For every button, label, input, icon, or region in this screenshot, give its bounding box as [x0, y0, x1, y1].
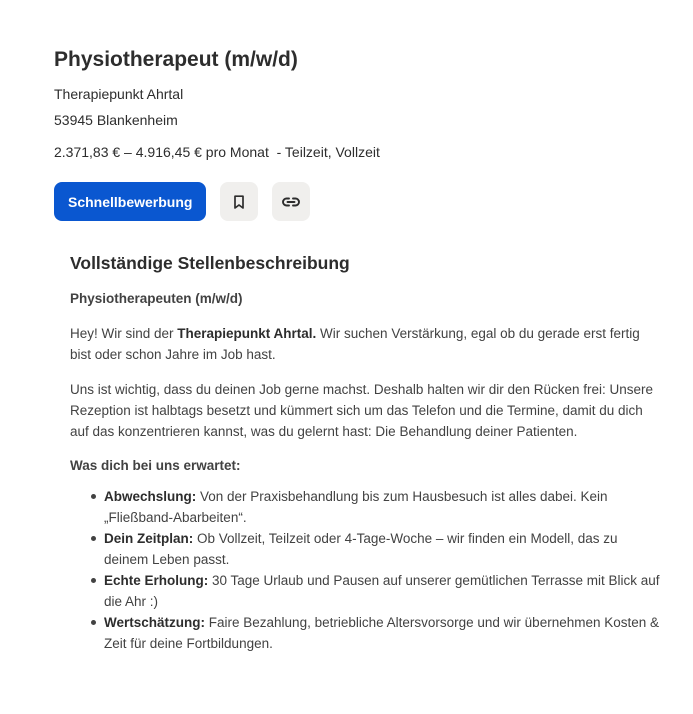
copy-link-button[interactable] [272, 182, 310, 221]
job-actions [54, 182, 310, 221]
intro-company-name: Therapiepunkt Ahrtal. [177, 326, 317, 341]
benefit-text: 30 Tage Urlaub und Pausen auf unserer gemütlichen Terrasse mit Blick auf die Ahr :) [104, 573, 660, 609]
about-paragraph: Uns ist wichtig, dass du deinen Job gerne machst. Deshalb halten wir dir den Rücken frei: Unsere Rezeption ist halbtags besetzt und kümmert sich um das Telefon und die Termine, damit du dich auf das konzentrieren kannst, was du gelernt hast: Die Behandlung deiner Patienten. [70, 382, 654, 439]
benefits-heading: Was dich bei uns erwartet: [70, 458, 241, 473]
benefit-text: Von der Praxisbehandlung bis zum Hausbesuch ist alles dabei. Kein „Fließband-Abarbeiten“. [104, 489, 608, 525]
salary-line [54, 142, 674, 162]
benefit-label: Wertschätzung: [104, 615, 206, 630]
benefit-label: Dein Zeitplan: [104, 531, 194, 546]
salary-separator: - [268, 144, 285, 160]
intro-text-start: Hey! Wir sind der [70, 326, 178, 341]
description-subheading: Physiotherapeuten (m/w/d) [70, 291, 243, 306]
save-job-button[interactable] [220, 182, 258, 221]
list-item [104, 612, 660, 654]
job-header [54, 44, 674, 162]
intro-paragraph [70, 323, 660, 365]
link-icon [280, 194, 302, 210]
quick-apply-button[interactable]: Schnellbewerbung [54, 182, 206, 221]
job-title: Physiotherapeut (m/w/d) [54, 48, 298, 71]
benefits-list [70, 486, 660, 654]
salary: 2.371,83 € – 4.916,45 € pro Monat [54, 144, 269, 160]
list-item [104, 570, 660, 612]
list-item [104, 528, 660, 570]
employment-type: Teilzeit, Vollzeit [284, 144, 380, 160]
description-heading: Vollständige Stellenbeschreibung [70, 253, 350, 273]
company-name: Therapiepunkt Ahrtal [54, 86, 184, 102]
bookmark-icon [231, 194, 247, 210]
list-item [104, 486, 660, 528]
job-description [70, 251, 660, 654]
benefit-text: Ob Vollzeit, Teilzeit oder 4-Tage-Woche – wir finden ein Modell, das zu deinem Leben passt. [104, 531, 618, 567]
job-location: 53945 Blankenheim [54, 112, 178, 128]
benefit-label: Abwechslung: [104, 489, 197, 504]
benefit-text: Faire Bezahlung, betriebliche Altersvorsorge und wir übernehmen Kosten & Zeit für deine Fortbildungen. [104, 615, 660, 651]
intro-text-end: Wir suchen Verstärkung, egal ob du gerade erst fertig bist oder schon Jahre im Job hast. [70, 326, 640, 362]
benefit-label: Echte Erholung: [104, 573, 209, 588]
